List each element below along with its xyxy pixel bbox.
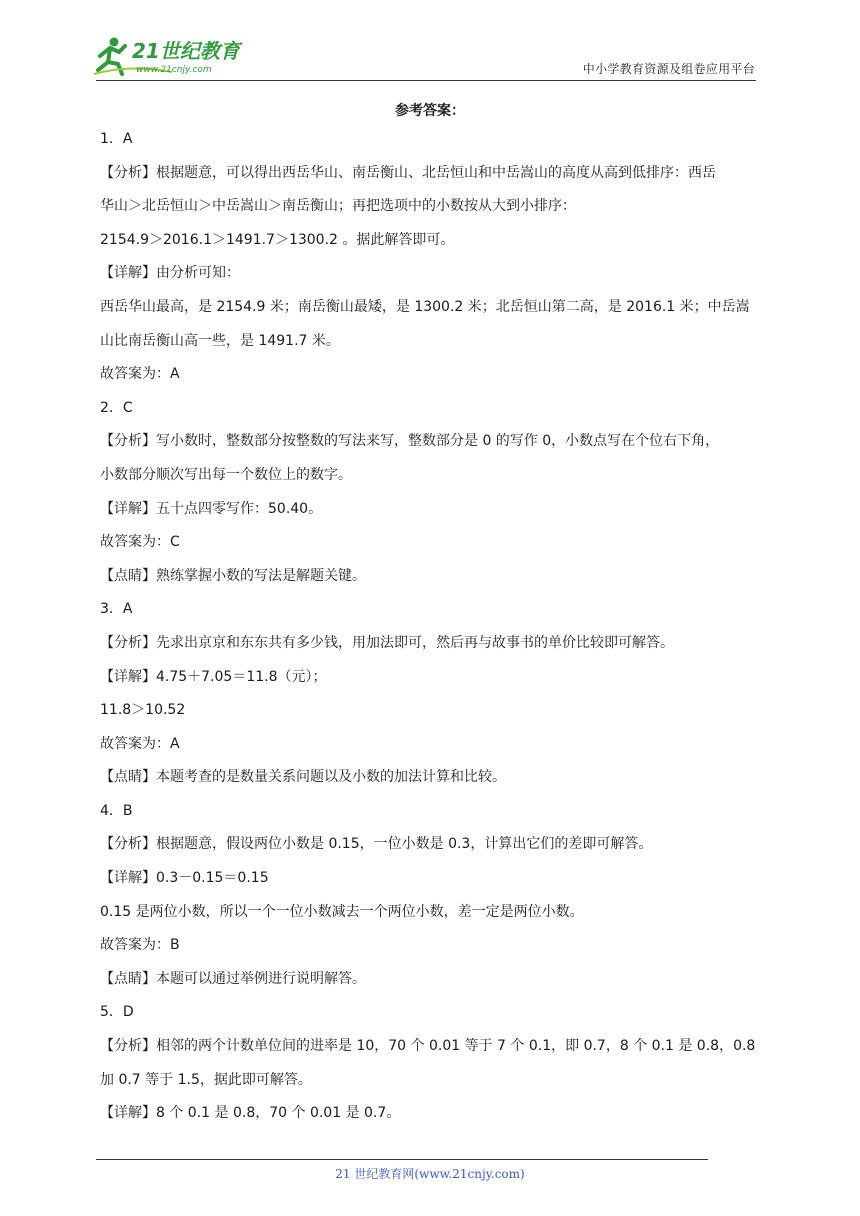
answer-line: 【分析】写小数时，整数部分按整数的写法来写，整数部分是 0 的写作 0，小数点写在个位右下角，	[100, 433, 720, 450]
answer-line: 1．A	[100, 131, 133, 147]
answer-line: 【详解】8 个 0.1 是 0.8，70 个 0.01 是 0.7。	[100, 1105, 401, 1122]
answer-line: 【详解】0.3－0.15＝0.15	[100, 870, 269, 887]
answer-line: 故答案为：C	[100, 534, 180, 551]
answer-line: 0.15 是两位小数，所以一个一位小数减去一个两位小数，差一定是两位小数。	[100, 903, 584, 920]
answer-line: 小数部分顺次写出每一个数位上的数字。	[100, 466, 352, 483]
answer-line: 2154.9＞2016.1＞1491.7＞1300.2 。据此解答即可。	[100, 231, 455, 248]
answer-line: 【分析】先求出京京和东东共有多少钱，用加法即可，然后再与故事书的单价比较即可解答。	[100, 634, 674, 651]
answer-line: 加 0.7 等于 1.5，据此即可解答。	[100, 1071, 312, 1088]
answer-line: 【点睛】本题考查的是数量关系问题以及小数的加法计算和比较。	[100, 769, 506, 786]
page-title: 参考答案：	[395, 103, 465, 119]
answer-line: 11.8＞10.52	[100, 702, 186, 719]
answer-line: 【详解】4.75＋7.05＝11.8（元）；	[100, 668, 327, 685]
answer-line: 【分析】根据题意，可以得出西岳华山、南岳衡山、北岳恒山和中岳嵩山的高度从高到低排序：西岳	[100, 164, 716, 181]
answer-line: 故答案为：A	[100, 366, 180, 383]
answer-line: 4．B	[100, 802, 133, 819]
answer-line: 华山＞北岳恒山＞中岳嵩山＞南岳衡山；再把选项中的小数按从大到小排序：	[100, 198, 576, 215]
answer-line: 【分析】根据题意，假设两位小数是 0.15，一位小数是 0.3，计算出它们的差即可解答。	[100, 836, 653, 853]
answer-line: 【点睛】本题可以通过举例进行说明解答。	[100, 970, 366, 987]
site-logo[interactable]	[92, 34, 260, 78]
logo-text: 21世纪教育	[132, 39, 240, 63]
platform-name: 中小学教育资源及组卷应用平台	[582, 62, 755, 76]
footer-divider	[96, 1159, 708, 1160]
answer-line: 【分析】相邻的两个计数单位间的进率是 10，70 个 0.01 等于 7 个 0.1，即 0.7，8 个 0.1 是 0.8，0.8	[100, 1038, 756, 1055]
answer-line: 西岳华山最高，是 2154.9 米；南岳衡山最矮，是 1300.2 米；北岳恒山第二高，是 2016.1 米；中岳嵩	[100, 298, 750, 315]
answer-line: 山比南岳衡山高一些，是 1491.7 米。	[100, 332, 340, 349]
header-divider	[96, 80, 756, 81]
answer-line: 2．C	[100, 399, 133, 416]
answer-line: 故答案为：A	[100, 735, 180, 752]
page-header	[0, 0, 860, 82]
answer-line: 【详解】五十点四零写作：50.40。	[100, 500, 323, 517]
answer-line: 【详解】由分析可知：	[100, 265, 240, 282]
answer-content	[100, 123, 760, 1131]
runner-logo-icon	[92, 34, 260, 78]
logo-url: www.21cnjy.com	[136, 65, 212, 75]
answer-line: 5．D	[100, 1004, 134, 1021]
answer-line: 故答案为：B	[100, 937, 180, 954]
footer-link[interactable]: 21 世纪教育网(www.21cnjy.com)	[335, 1167, 525, 1181]
answer-line: 【点睛】熟练掌握小数的写法是解题关键。	[100, 567, 366, 584]
answer-line: 3．A	[100, 601, 133, 618]
